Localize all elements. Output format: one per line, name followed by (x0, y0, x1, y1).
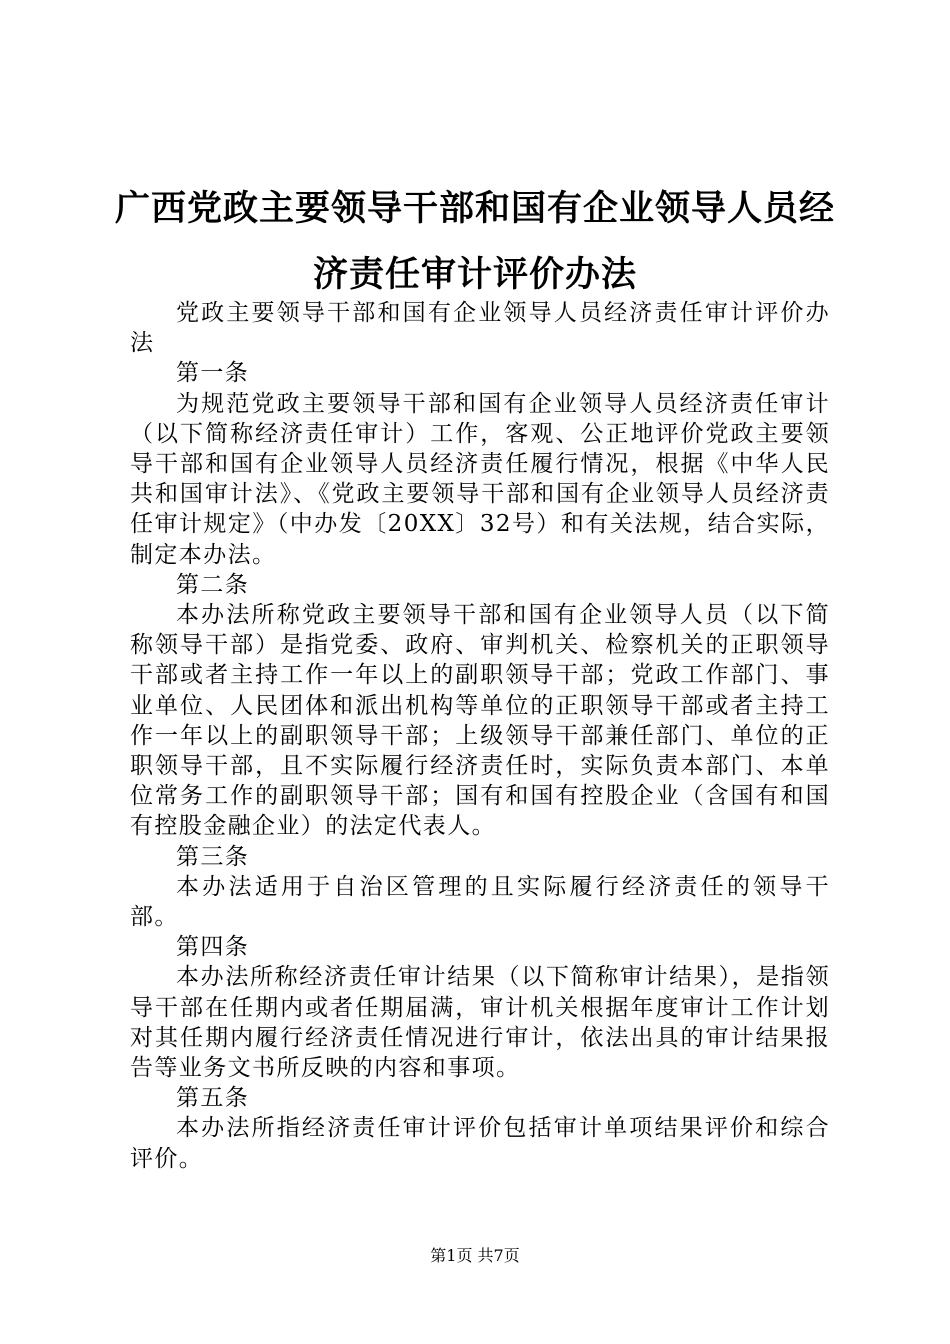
document-title: 广西党政主要领导干部和国有企业领导人员经济责任审计评价办法 (114, 189, 835, 295)
article-1-heading: 第一条 (176, 360, 250, 387)
document-subtitle: 党政主要领导干部和国有企业领导人员经济责任审计评价办法 (130, 300, 830, 357)
article-4-text: 本办法所称经济责任审计结果（以下简称审计结果），是指领导干部在任期内或者任期届满，审计机关根据年度审计工作计划对其任期内履行经济责任情况进行审计，依法出具的审计结果报告等业务文书所反映的内容和事项。 (130, 964, 830, 1082)
article-3-heading: 第三条 (176, 843, 250, 870)
page-number-footer: 第1页 共7页 (430, 1246, 520, 1265)
article-3-text: 本办法适用于自治区管理的且实际履行经济责任的领导干部。 (130, 873, 830, 931)
article-5-heading: 第五条 (176, 1085, 250, 1112)
article-2-text: 本办法所称党政主要领导干部和国有企业领导人员（以下简称领导干部）是指党委、政府、审判机关、检察机关的正职领导干部或者主持工作一年以上的副职领导干部；党政工作部门、事业单位、人民团体和派出机构等单位的正职领导干部或者主持工作一年以上的副职领导干部；上级领导干部兼任部门、单位的正职领导干部，且不实际履行经济责任时，实际负责本部门、本单位常务工作的副职领导干部；国有和国有控股企业（含国有和国有控股金融企业）的法定代表人。 (130, 602, 830, 840)
article-1-text: 为规范党政主要领导干部和国有企业领导人员经济责任审计（以下简称经济责任审计）工作，客观、公正地评价党政主要领导干部和国有企业领导人员经济责任履行情况，根据《中华人民共和国审计法》、《党政主要领导干部和国有企业领导人员经济责任审计规定》（中办发〔20XX〕32号）和有关法规，结合实际，制定本办法。 (130, 390, 830, 568)
article-4-heading: 第四条 (176, 934, 250, 961)
document-body (130, 298, 830, 1174)
article-5-text: 本办法所指经济责任审计评价包括审计单项结果评价和综合评价。 (130, 1115, 830, 1172)
article-2-heading: 第二条 (176, 571, 250, 598)
